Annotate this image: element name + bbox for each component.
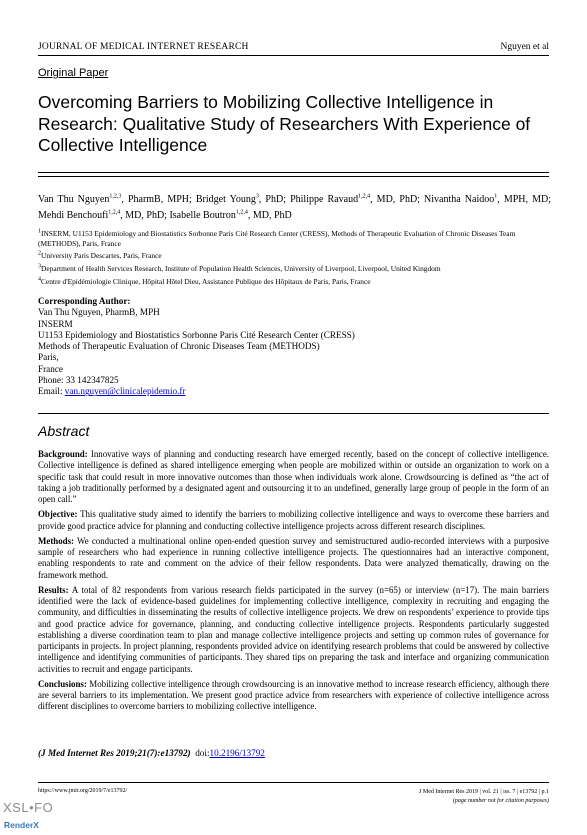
xslfo-logo: XSL•FO xyxy=(3,800,54,815)
doi-link[interactable]: 10.2196/13792 xyxy=(209,748,265,758)
author: Isabelle Boutron$^{1,2,4}$, MD, PhD xyxy=(169,209,292,221)
running-author: Nguyen et al xyxy=(500,42,549,52)
corresponding-phone: Phone: 33 142347825 xyxy=(38,375,119,386)
abstract-heading: Abstract xyxy=(38,423,90,439)
corresponding-label: Corresponding Author: xyxy=(38,296,131,306)
title-rule-bottom xyxy=(38,176,549,177)
corresponding-country: France xyxy=(38,363,63,374)
affiliation-list xyxy=(38,229,551,290)
corresponding-org: Methods of Therapeutic Evaluation of Chronic Diseases Team (METHODS) xyxy=(38,341,320,352)
abstract-section: Objective: This qualitative study aimed to identify the barriers to mobilizing collective intelligence and ways to overcome these barriers and provide good practice advice for planning and conducting collective intelligence projects across different research disciplines. xyxy=(38,509,549,531)
corresponding-city: Paris, xyxy=(38,352,59,363)
affiliation: $^3$Department of Health Services Research, Institute of Population Health Sciences, University of Liverpool, Liverpool, United Kingdom xyxy=(38,263,441,274)
abstract-section: Background: Innovative ways of planning and conducting research have emerged recently, based on the concept of collective intelligence. Collective intelligence is defined as shared intelligence emerging when people are mobilized within or outside an organization to work on a specific task that could result in more innovative outcomes than those when individuals work alone. Crowdsourcing is defined as “the act of taking a job traditionally performed by a designated agent and outsourcing it to an undefined, generally large group of people in the form of an open call.” xyxy=(38,449,550,505)
author-list xyxy=(38,192,551,223)
abstract-section: Methods: We conducted a multinational online open-ended question survey and semistructured audio-recorded interviews with a purposive sample of researchers who had experience in running collective intelligence projects. The questionnaires had an interactive component, enabling respondents to rate and comment on the advice of their fellow respondents. Data were analyzed thematically, drawing on the framework method. xyxy=(38,535,549,580)
author: Bridget Young$^3$, PhD; xyxy=(195,193,291,205)
citation-reference: (J Med Internet Res 2019;21(7):e13792) xyxy=(38,748,191,758)
paper-type: Original Paper xyxy=(38,67,109,79)
author: Nivantha Naidoo$^1$, MPH, MD; xyxy=(424,193,552,205)
citation: (J Med Internet Res 2019;21(7):e13792) doi:10.2196/13792 xyxy=(38,748,265,758)
affiliation: $^1$INSERM, U1153 Epidemiology and Biostatistics Sorbonne Paris Cité Research Center (CRESS), Methods of Therapeutic Evaluation of Chronic Diseases Team (METHODS), Paris, France xyxy=(38,228,516,248)
journal-name: JOURNAL OF MEDICAL INTERNET RESEARCH xyxy=(38,42,249,52)
renderx-logo: RenderX xyxy=(4,820,39,830)
article-title: Overcoming Barriers to Mobilizing Collective Intelligence in Research: Qualitative Study of Researchers With Experience of Collective Intelligence xyxy=(38,92,531,155)
author: Van Thu Nguyen$^{1,2,3}$, PharmB, MPH; xyxy=(38,193,196,205)
title-rule-top xyxy=(38,172,549,173)
abstract-body xyxy=(38,449,549,717)
corresponding-name: Van Thu Nguyen, PharmB, MPH xyxy=(38,307,160,318)
abstract-section: Results: A total of 82 respondents from various research fields participated in the survey (n=65) or interview (n=17). The main barriers identified were the lack of evidence-based guidelines for implementing collective intelligence, complexity in recruiting and engaging the community, and difficulties in disseminating the results of collective intelligence projects. We drew on respondents’ experience to provide tips and good practice advice for governance, planning, and conducting collective intelligence projects. Respondents particularly suggested establishing a diverse coordination team to plan and manage collective intelligence projects and setting up common rules of governance for participants in projects. In project planning, respondents provided advice on identifying research problems that could be answered by collective intelligence and identifying communities of participants. They shared tips on preparing the task and interface and organizing communication activities to recruit and engage participants. xyxy=(38,584,550,674)
affiliation: $^4$Centre d'Epidémiologie Clinique, Hôpital Hôtel Dieu, Assistance Publique des Hôpitaux de Paris, Paris, France xyxy=(38,276,371,286)
abstract-section: Conclusions: Mobilizing collective intelligence through crowdsourcing is an innovative method to increase research efficiency, although there are several barriers to its implementation. We present good practice advice from researchers with experience of collective intelligence across different disciplines to overcome barriers to mobilizing collective intelligence. xyxy=(38,678,550,712)
header-rule xyxy=(38,55,549,56)
author: Philippe Ravaud$^{1,2,4}$, MD, PhD; xyxy=(290,193,425,205)
corresponding-author-block xyxy=(38,296,538,398)
author: Mehdi Benchoufi$^{1,2,4}$, MD, PhD; xyxy=(38,209,170,221)
footer-url: https://www.jmir.org/2019/7/e13792/ xyxy=(38,788,128,794)
email-link[interactable]: van.nguyen@clinicalepidemio.fr xyxy=(64,386,186,397)
corresponding-org: INSERM xyxy=(38,318,73,329)
corresponding-email-line: Email: van.nguyen@clinicalepidemio.fr xyxy=(38,386,186,397)
affiliation: $^2$University Paris Descartes, Paris, France xyxy=(38,250,162,261)
footer-rule xyxy=(38,782,549,783)
corresponding-org: U1153 Epidemiology and Biostatistics Sorbonne Paris Cité Research Center (CRESS) xyxy=(38,329,355,340)
abstract-rule xyxy=(38,413,549,414)
footer-info: J Med Internet Res 2019 | vol. 21 | iss. 7 | e13792 | p.1 (page number not for citation purposes) xyxy=(419,789,549,804)
